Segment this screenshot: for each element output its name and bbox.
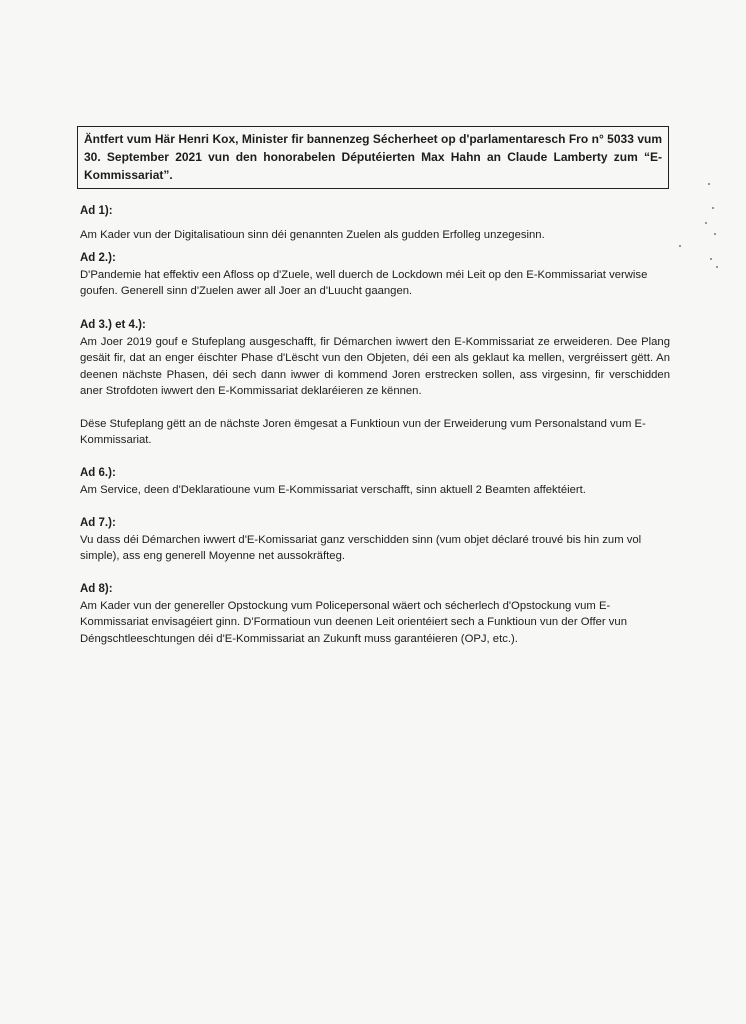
section-ad-1: [80, 203, 670, 243]
section-paragraph: Am Service, deen d'Deklaratioune vum E-Kommissariat verschafft, sinn aktuell 2 Beamten affektéiert.: [80, 483, 586, 496]
section-ad-6: [80, 465, 670, 498]
section-heading: Ad 7.):: [80, 517, 116, 529]
section-heading: Ad 2.):: [80, 252, 116, 264]
section-ad-8: [80, 581, 670, 647]
section-paragraph: Dëse Stufeplang gëtt an de nächste Joren ëmgesat a Funktioun vun der Erweiderung vum Personalstand vum E-Kommissariat.: [80, 417, 646, 446]
document-title: Äntfert vum Här Henri Kox, Minister fir bannenzeg Sécherheet op d'parlamentaresch Fro n° 5033 vum 30. September 2021 vun den honorabelen Députéierten Max Hahn an Claude Lamberty zum “E-Kommissariat”.: [77, 126, 669, 189]
section-heading: Ad 6.):: [80, 467, 116, 479]
section-paragraph: Vu dass déi Démarchen iwwert d'E-Komissariat ganz verschidden sinn (vum objet déclaré trouvé bis hin zum vol simple), ass eng generell Moyenne net aussokräfteg.: [80, 533, 642, 562]
section-paragraph: Am Kader vun der genereller Opstockung vum Policepersonal wäert och sécherlech d'Opstockung vum E-Kommissariat envisagéiert ginn. D'Formatioun vun deenen Leit orientéiert sech a Funktioun vun der Offer vun Déngschtleeschtungen déi d'E-Kommissariat an Zukunft muss garantéieren (OPJ, etc.).: [80, 599, 627, 645]
section-ad-3-4: [80, 317, 670, 449]
section-paragraph: Am Kader vun der Digitalisatioun sinn déi genannten Zuelen als gudden Erfolleg unzegesinn.: [80, 228, 545, 241]
section-paragraph: D'Pandemie hat effektiv een Afloss op d'Zuele, well duerch de Lockdown méi Leit op den E-Kommissariat verwise goufen. Generell sinn d'Zuelen awer all Joer an d'Luucht gaangen.: [80, 268, 648, 297]
scan-speck: [716, 266, 718, 268]
scan-speck: [679, 245, 681, 247]
section-ad-7: [80, 515, 670, 565]
section-paragraph: Am Joer 2019 gouf e Stufeplang ausgeschafft, fir Démarchen iwwert den E-Kommissariat ze erweideren. Dee Plang gesäit fir, dat an enger éischter Phase d'Lëscht vun den Objeten, déi een als geklaut ka mellen, vergréissert gëtt. An deenen nächste Phasen, déi sech dann iwwer di kommend Joren erstrecken sollen, ass virgesinn, fir verschidden aner Strofdoten iwwert den E-Kommissariat deklaréieren ze kënnen.: [80, 335, 670, 397]
section-heading: Ad 1):: [80, 205, 113, 217]
section-heading: Ad 3.) et 4.):: [80, 319, 146, 331]
section-ad-2: [80, 250, 670, 300]
scan-speck: [708, 183, 710, 185]
section-heading: Ad 8):: [80, 583, 113, 595]
scan-speck: [712, 207, 714, 209]
scan-speck: [710, 258, 712, 260]
scan-speck: [714, 233, 716, 235]
scan-speck: [705, 222, 707, 224]
